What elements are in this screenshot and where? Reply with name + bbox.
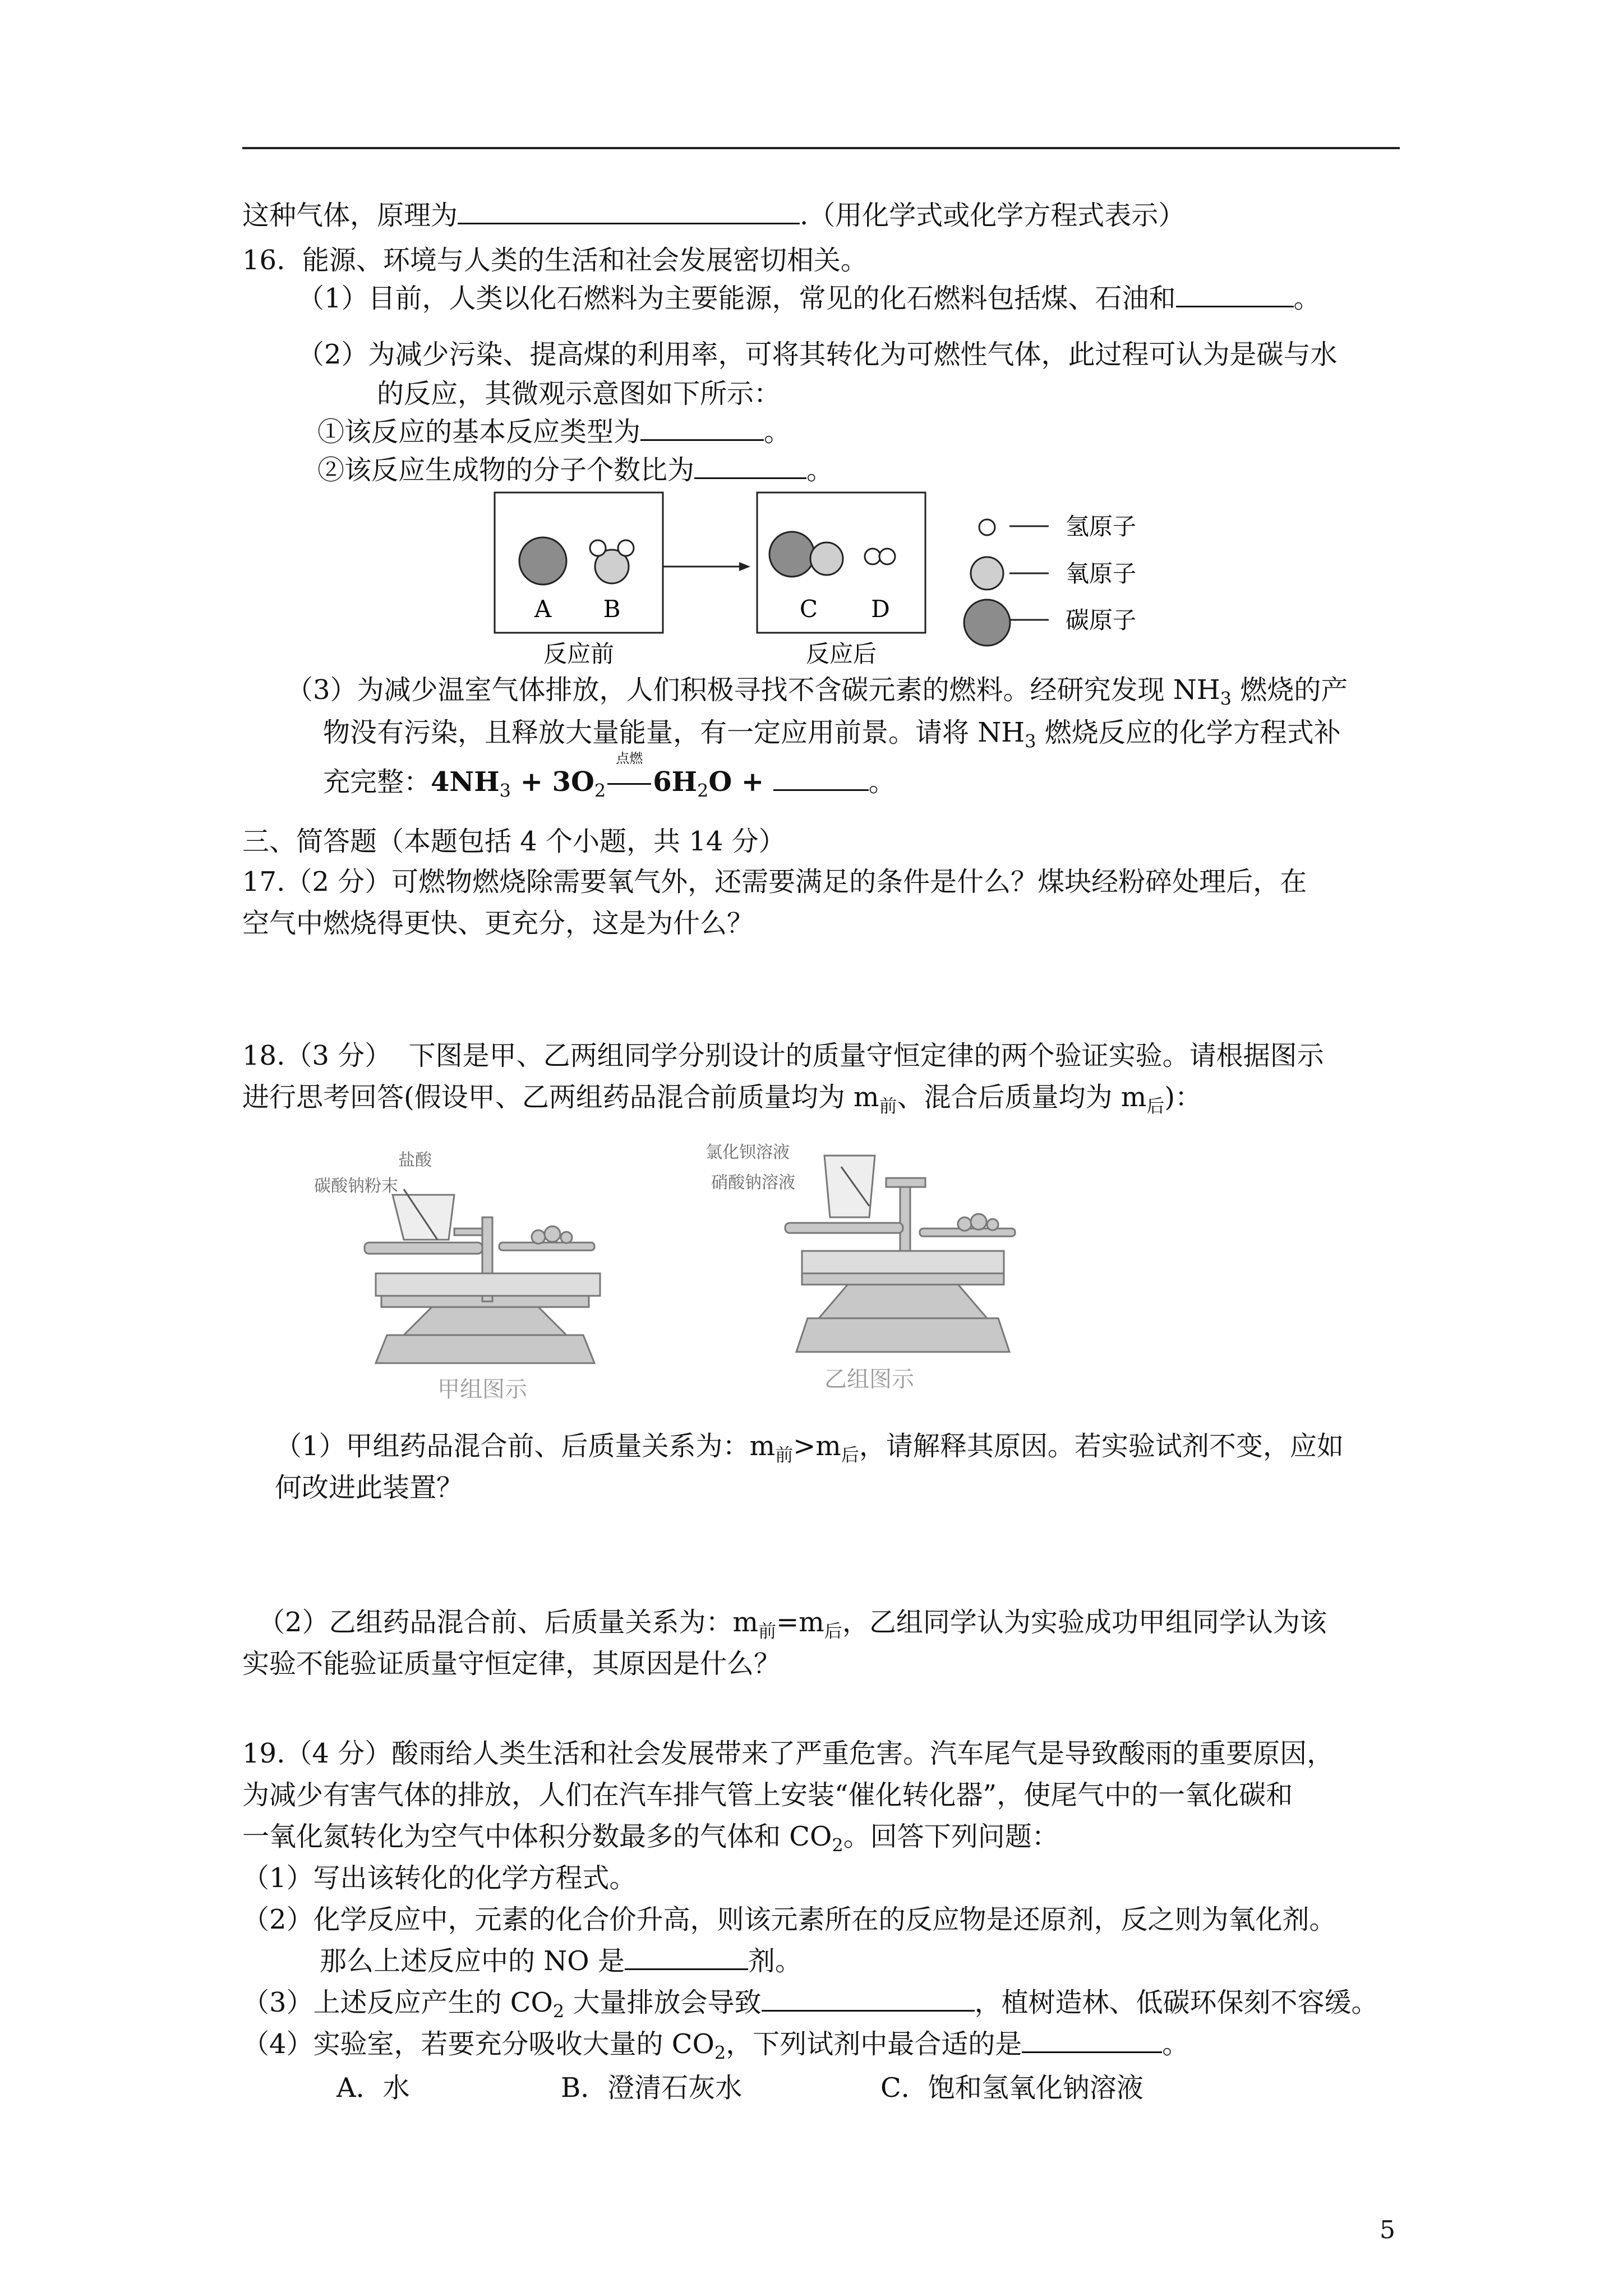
- hydrogen-atom-icon: [618, 540, 634, 556]
- q19-part2: （2）化学反应中，元素的化合价升高，则该元素所在的反应物是还原剂，反之则为氧化剂。: [242, 1904, 1336, 1935]
- label-after: 反应后: [805, 640, 877, 668]
- option-b: B．澄清石灰水: [561, 2072, 743, 2104]
- question-19-line2: 为减少有害气体的排放，人们在汽车排气管上安装“催化转化器”，使尾气中的一氧化碳和: [242, 1779, 1293, 1811]
- yi-label-bacl2: 氯化钡溶液: [706, 1143, 790, 1162]
- q19-part2-cont: 那么上述反应中的 NO 是 剂。: [320, 1945, 802, 1977]
- legend-oxygen-icon: [971, 557, 1003, 590]
- q16-part3: （3）为减少温室气体排放，人们积极寻找不含碳元素的燃料。经研究发现 $NH_3$ 燃烧的产: [286, 674, 1348, 710]
- beaker-icon: [824, 1156, 875, 1217]
- q18-part2-cont: 实验不能验证质量守恒定律，其原因是什么？: [242, 1648, 781, 1680]
- option-c: C．饱和氢氧化钠溶液: [880, 2072, 1144, 2104]
- jia-caption: 甲组图示: [437, 1377, 527, 1402]
- label-d: D: [871, 595, 890, 623]
- yi-caption: 乙组图示: [824, 1366, 914, 1392]
- legend-carbon-label: 碳原子: [1066, 606, 1137, 634]
- section-heading: 三、简答题（本题包括 4 个小题，共 14 分）: [242, 826, 786, 857]
- header-rule: [242, 147, 1400, 149]
- legend-hydrogen-label: 氢原子: [1066, 513, 1137, 540]
- q19-part3: （3）上述反应产生的 $CO_2$ 大量排放会导致 ，植树造林、低碳环保刻不容缓。: [242, 1987, 1378, 2022]
- q16-part2-item2: ②该反应生成物的分子个数比为 。: [317, 454, 834, 486]
- balance-figure-yi: [701, 1133, 1071, 1397]
- jia-label-powder: 碳酸钠粉末: [314, 1176, 398, 1196]
- q16-part2-cont: 的反应，其微观示意图如下所示：: [377, 378, 781, 409]
- question-17-cont: 空气中燃烧得更快、更充分，这是为什么？: [242, 908, 754, 939]
- carbon-atom-icon: [769, 532, 814, 577]
- hydrogen-atom-icon: [590, 540, 606, 556]
- q16-equation-line: 充完整：$4NH_3 + 3O_2$ 点燃 $6H_2O$ + 。: [323, 751, 896, 802]
- legend-hydrogen-icon: [979, 519, 995, 535]
- text-line: 这种气体，原理为 .（用化学式或化学方程式表示）: [242, 200, 1186, 231]
- legend-carbon-icon: [964, 600, 1010, 646]
- page-number: 5: [1380, 2216, 1395, 2244]
- label-b: B: [603, 595, 621, 623]
- q18-part2: （2）乙组药品混合前、后质量关系为：$m_前=m_后$，乙组同学认为实验成功甲组同学认为该: [258, 1607, 1327, 1642]
- reaction-condition: 点燃: [616, 751, 643, 766]
- balance-figure-jia: [314, 1144, 662, 1408]
- hydrogen-atom-icon: [865, 549, 880, 564]
- question-19-line3: 一氧化氮转化为空气中体积分数最多的气体和 $CO_2$。回答下列问题：: [242, 1821, 1059, 1856]
- yi-label-nano3: 硝酸钠溶液: [711, 1173, 795, 1193]
- legend-oxygen-label: 氧原子: [1066, 560, 1137, 587]
- q19-part4: （4）实验室，若要充分吸收大量的 $CO_2$，下列试剂中最合适的是 。: [242, 2028, 1189, 2064]
- option-a: A．水: [336, 2072, 410, 2104]
- question-18-cont: 进行思考回答(假设甲、乙两组药品混合前质量均为 $m_前$、混合后质量均为 $m_后$)：: [242, 1082, 1202, 1117]
- label-c: C: [799, 595, 818, 623]
- question-16: 16. 能源、环境与人类的生活和社会发展密切相关。: [242, 245, 868, 276]
- label-a: A: [534, 595, 552, 623]
- q19-part1: （1）写出该转化的化学方程式。: [242, 1862, 637, 1894]
- label-before: 反应前: [543, 640, 615, 668]
- q18-part1: （1）甲组药品混合前、后质量关系为：$m_前>m_后$，请解释其原因。若实验试剂不变，应如: [275, 1430, 1344, 1466]
- question-17: 17.（2 分）可燃物燃烧除需要氧气外，还需要满足的条件是什么？煤块经粉碎处理后，在: [242, 866, 1307, 898]
- carbon-atom-icon: [519, 537, 566, 585]
- question-19: 19.（4 分）酸雨给人类生活和社会发展带来了严重危害。汽车尾气是导致酸雨的重要原因，: [242, 1738, 1334, 1769]
- q16-part1: （1）目前，人类以化石燃料为主要能源，常见的化石燃料包括煤、石油和 。: [297, 283, 1321, 314]
- reaction-micro-diagram: [488, 488, 1161, 673]
- q18-part1-cont: 何改进此装置？: [275, 1472, 464, 1503]
- question-18: 18.（3 分） 下图是甲、乙两组同学分别设计的质量守恒定律的两个验证实验。请根据图示: [242, 1040, 1324, 1071]
- hydrogen-atom-icon: [879, 549, 895, 564]
- q16-part2-item1: ①该反应的基本反应类型为 。: [317, 416, 791, 448]
- q16-part3-cont: 物没有污染，且释放大量能量，有一定应用前景。请将 $NH_3$ 燃烧反应的化学方程式补: [323, 717, 1341, 752]
- jia-label-acid: 盐酸: [398, 1151, 432, 1170]
- q16-part2: （2）为减少污染、提高煤的利用率，可将其转化为可燃性气体，此过程可认为是碳与水: [297, 339, 1338, 370]
- oxygen-atom-icon: [810, 542, 843, 575]
